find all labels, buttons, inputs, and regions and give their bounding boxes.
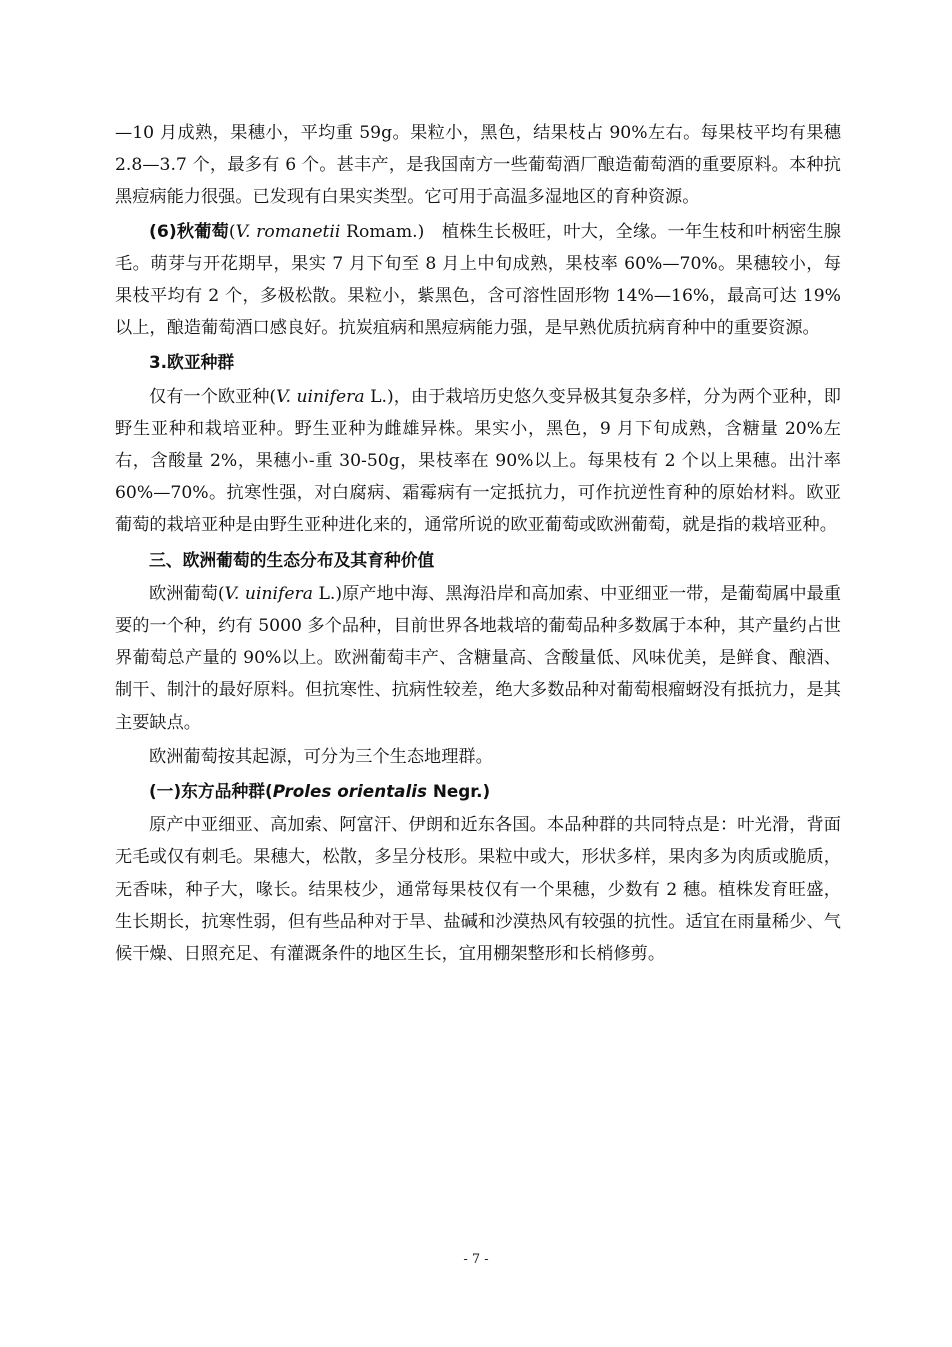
paragraph-groups: 欧洲葡萄按其起源，可分为三个生态地理群。 xyxy=(149,746,493,767)
paragraph-continued: —10 月成熟，果穗小，平均重 59g。果粒小，黑色，结果枝占 90%左右。每果枝平均有果穗 2.8—3.7 个，最多有 6 个。甚丰产，是我国南方一些葡萄酒厂酿造葡萄酒的重要原料。本种抗黑痘病能力很强。已发现有白果实类型。它可用于高温多湿地区的育种资源。 xyxy=(115,123,841,208)
scientific-name: V. romanetii xyxy=(235,221,341,242)
page-body xyxy=(115,117,841,970)
paren-open: ( xyxy=(228,221,236,242)
subheading-oriental-group xyxy=(115,775,841,807)
text-pre: 仅有一个欧亚种( xyxy=(149,386,277,407)
subheading-eurasian-group: 3.欧亚种群 xyxy=(149,352,235,373)
species-heading: (6)秋葡萄 xyxy=(149,221,229,242)
scientific-name: V. uinifera xyxy=(276,386,365,407)
paragraph-european-grape xyxy=(115,578,841,739)
page-number: - 7 - xyxy=(463,1252,489,1267)
paragraph-text: 植株生长极旺，叶大，全缘。一年生枝和叶柄密生腺毛。萌芽与开花期早，果实 7 月下旬至 8 月上中旬成熟，果枝率 60%—70%。果穗较小，每果枝平均有 2 个，多极松散。果粒小，紫黑色，含可溶性固形物 14%—16%，最高可达 19%以上，酿造葡萄酒口感良好。抗炭疽病和黑痘病能力强，是早熟优质抗病育种中的重要资源。 xyxy=(115,221,841,339)
scientific-name: Proles orientalis xyxy=(272,781,427,802)
section-heading-3: 三、欧洲葡萄的生态分布及其育种价值 xyxy=(149,549,435,570)
text-post: L.)，由于栽培历史悠久变异极其复杂多样，分为两个亚种，即野生亚种和栽培亚种。野生亚种为雌雄异株。果实小，黑色，9 月下旬成熟，含糖量 20%左右，含酸量 2%，果穗小-重 30-50g，果枝率在 90%以上。每果枝有 2 个以上果穗。出汁率 60%—70%。抗寒性强，对白腐病、霜霉病有一定抵抗力，可作抗逆性育种的原始材料。欧亚葡萄的栽培亚种是由野生亚种进化来的，通常所说的欧亚葡萄或欧洲葡萄，就是指的栽培亚种。 xyxy=(115,386,841,536)
scientific-name: V. uinifera xyxy=(224,583,314,604)
author-name: Romam.) xyxy=(340,221,425,242)
text-post: L.)原产地中海、黑海沿岸和高加索、中亚细亚一带，是葡萄属中最重要的一个种，约有 5000 多个品种，目前世界各地栽培的葡萄品种多数属于本种，其产量约占世界葡萄总产量的 90%以上。欧洲葡萄丰产、含糖量高、含酸量低、风味优美，是鲜食、酿酒、制干、制汁的最好原料。但抗寒性、抗病性较差，绝大多数品种对葡萄根瘤蚜没有抵抗力，是其主要缺点。 xyxy=(115,583,841,733)
paragraph-oriental: 原产中亚细亚、高加索、阿富汗、伊朗和近东各国。本品种群的共同特点是：叶光滑，背面无毛或仅有刺毛。果穗大，松散，多呈分枝形。果粒中或大，形状多样，果肉多为肉质或脆质，无香味，种子大，喙长。结果枝少，通常每果枝仅有一个果穗，少数有 2 穗。植株发育旺盛，生长期长，抗寒性弱，但有些品种对于旱、盐碱和沙漠热风有较强的抗性。适宜在雨量稀少、气候干燥、日照充足、有灌溉条件的地区生长，宜用棚架整形和长梢修剪。 xyxy=(115,815,841,965)
text-pre: 欧洲葡萄( xyxy=(149,583,225,604)
heading-pre: (一)东方品种群( xyxy=(149,781,273,802)
paragraph-species-6 xyxy=(115,216,841,345)
heading-post: Negr.) xyxy=(426,781,491,802)
paragraph-eurasian xyxy=(115,381,841,542)
